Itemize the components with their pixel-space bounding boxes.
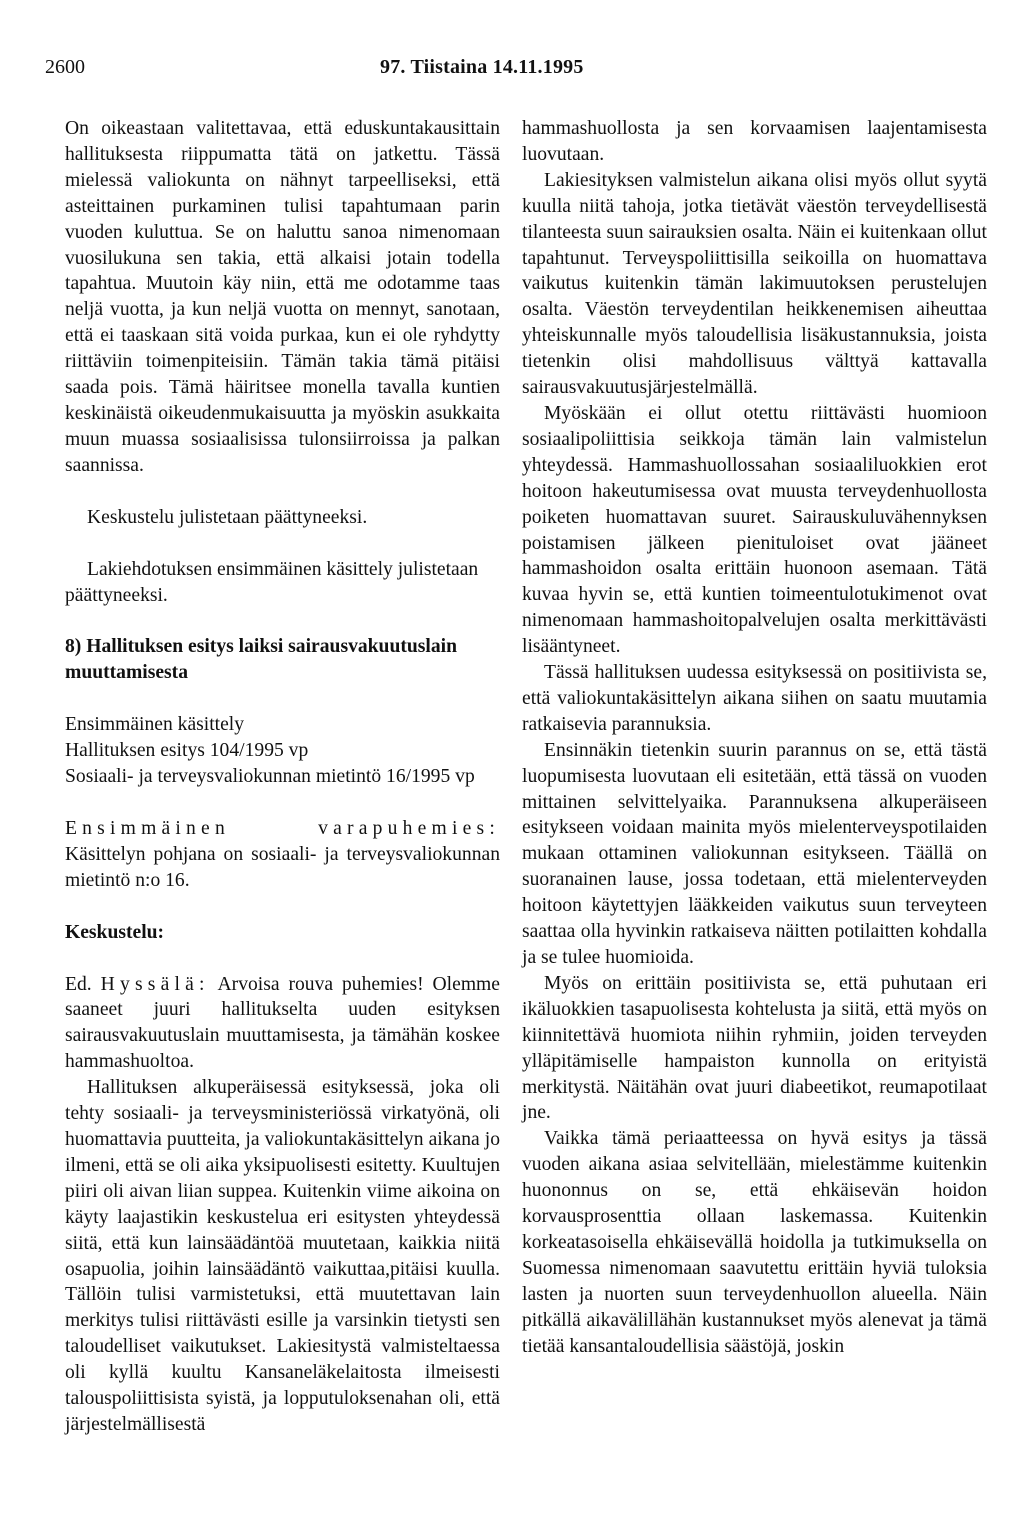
info-line: Hallituksen esitys 104/1995 vp [65,740,309,762]
paragraph: Tässä hallituksen uudessa esityksessä on positiivista se, että valiokuntakäsittelyn aikana siihen on saatu muutamia ratkaisevia parannuksia. [522,662,987,735]
speaker-name: Hyssälä: [100,973,210,995]
paragraph: Myöskään ei ollut otettu riittävästi huomioon sosiaalipoliittisia seikkoja tämän lain valmistelun yhteydessä. Hammashuollossahan sosiaaliluokkien erot hoitoon hakeutumisessa ovat muusta terveydenhuollosta poiketen huomattavan suuret. Sairauskuluvähennyksen poistamisen jälkeen pienituloiset ovat jääneet hammashoidon osalta erittäin huonoon asemaan. Tätä kuvaa hyvin se, että kuntien toimeentulotukimenot ovat nimenomaan hammashoitopalvelujen osalta merkittävästi lisääntyneet. [522,402,987,658]
info-line: Sosiaali- ja terveysvaliokunnan mietintö 16/1995 vp [65,766,475,788]
session-date: 97. Tiistaina 14.11.1995 [380,56,584,78]
left-column [65,116,500,1438]
right-column [522,116,987,1360]
paragraph: hammashuollosta ja sen korvaamisen laajentamisesta luovutaan. [522,118,987,165]
discussion-heading: Keskustelu: [65,921,165,943]
paragraph: Myös on erittäin positiivista se, että puhutaan eri ikäluokkien tasapuolisesta kohtelusta ja siitä, että myös on kiinnitettävä huomiota niihin ryhmiin, joiden terveyden ylläpitämiselle hampaiston kunnolla on erityistä merkitystä. Näitähän ovat juuri diabeetikot, reumapotilaat jne. [522,972,987,1124]
agenda-heading: 8) Hallituksen esitys laiksi sairausvakuutuslain muuttamisesta [65,636,457,684]
paragraph: Hallituksen alkuperäisessä esityksessä, joka oli tehty sosiaali- ja terveysministeriössä virkatyönä, oli huomattavia puutteita, ja valiokuntakäsittelyn aikana jo ilmeni, että se oli aika yksipuolisesti esitetty. Kuultujen piiri oli aivan liian suppea. Kuitenkin viime aikoina on käyty laajastikin keskustelua eri esitysten yhteydessä siitä, että kun lainsäädäntöä muutetaan, kaikkia niitä osapuolia, joihin lainsäädäntö vaikuttaa,pitäisi kuulla. Tällöin tulisi varmistetuksi, että muutettavan lain merkitys tulisi riittävästi esille ja varsinkin tietysti sen taloudelliset vaikutukset. Lakiesitystä valmisteltaessa oli kyllä kuultu Kansaneläkelaitosta ilmeisesti talouspoliittisista syistä, ja lopputuloksenahan oli, että järjestelmällisestä [65,1077,500,1435]
paragraph: Vaikka tämä periaatteessa on hyvä esitys ja tässä vuoden aikana asiaa selvitellään, mielestämme kuitenkin huononnus on se, että ehkäisevän hoidon korvausprosenttia ollaan laskemassa. Kuitenkin korkeatasoisella ehkäisevällä hoidolla ja tutkimuksella on Suomessa nimenomaan saavutettu erittäin hyviä tuloksia lasten ja nuorten suun terveydenhuollon alueella. Näin pitkällä aikavälillähän kustannukset myös alenevat ja tämä tietää kansantaloudellisia säästöjä, joskin [522,1128,987,1357]
paragraph: Lakiesityksen valmistelun aikana olisi myös ollut syytä kuulla niitä tahoja, jotka tietävät väestön terveydellisestä tilanteesta suun sairauksien osalta. Näin ei kuitenkaan ollut tapahtunut. Terveyspoliittisilla seikoilla on huomattava vaikutus kuitenkin tämän lakimuutoksen perustelujen osalta. Väestön terveydentilan heikkenemisen aiheuttaa yhteiskunnalle myös taloudellisia lisäkustannuksia, joista tietenkin olisi mahdollisuus välttyä kattavalla sairausvakuutusjärjestelmällä. [522,169,987,399]
page-header [0,56,1024,86]
speaker-text: Käsittelyn pohjana on sosiaali- ja terveysvaliokunnan mietintö n:o 16. [65,843,500,891]
paragraph: Ensinnäkin tietenkin suurin parannus on se, että tästä luopumisesta luovutaan eli esitetään, että tässä on vuoden mittainen selvittelyaika. Parannuksena alkuperäiseen esitykseen voidaan mainita myös mielenterveyspotilaiden mukaan ottaminen valiokunnan esitykseen. Täällä on suoranainen lause, jossa todetaan, että mielenterveyden hoitoon käytettyjen lääkkeiden vaikutus suun terveyteen saattaa olla hyvinkin ratkaiseva näitten potilaitten kohdalla ja se tulee huomioida. [522,739,987,968]
speech-opening [65,972,500,1076]
speech-text: Arvoisa rouva puhemies! Olemme saaneet juuri hallitukselta uuden esityksen sairausvakuutuslain muuttamisesta, ja tämähän koskee hammashuoltoa. [65,973,500,1073]
paragraph: On oikeastaan valitettavaa, että eduskuntakausittain hallituksesta riippumatta tätä on jatkettu. Tässä mielessä valiokunta on nähnyt tarpeelliseksi, että asteittainen purkaminen tulisi tapahtumaan parin vuoden kuluttua. Se on haluttu sanoa nimenomaan vuosilukuna sen takia, että alkaisi jotain todella tapahtua. Muutoin käy niin, että me odotamme taas neljä vuotta, ja kun neljä vuotta on mennyt, sanotaan, että ei taaskaan sitä voida purkaa, kun ei ole ryhdytty riittäviin toimenpiteisiin. Tämän takia tämä pitäisi saada pois. Tämä häiritsee monella tavalla kuntien keskinäistä oikeudenmukaisuutta ja myöskin asukkaita muun muassa sosiaalisissa tulonsiirroissa ja palkan saannissa. [65,118,500,476]
ed-prefix: Ed. [65,973,92,995]
info-line: Ensimmäinen käsittely [65,714,245,736]
page-number: 2600 [45,56,85,78]
paragraph: Lakiehdotuksen ensimmäinen käsittely julistetaan päättyneeksi. [65,558,479,606]
speaker-statement [65,816,500,894]
paragraph: Keskustelu julistetaan päättyneeksi. [87,506,368,528]
speaker-title: Ensimmäinen varapuhemies: [65,817,500,839]
